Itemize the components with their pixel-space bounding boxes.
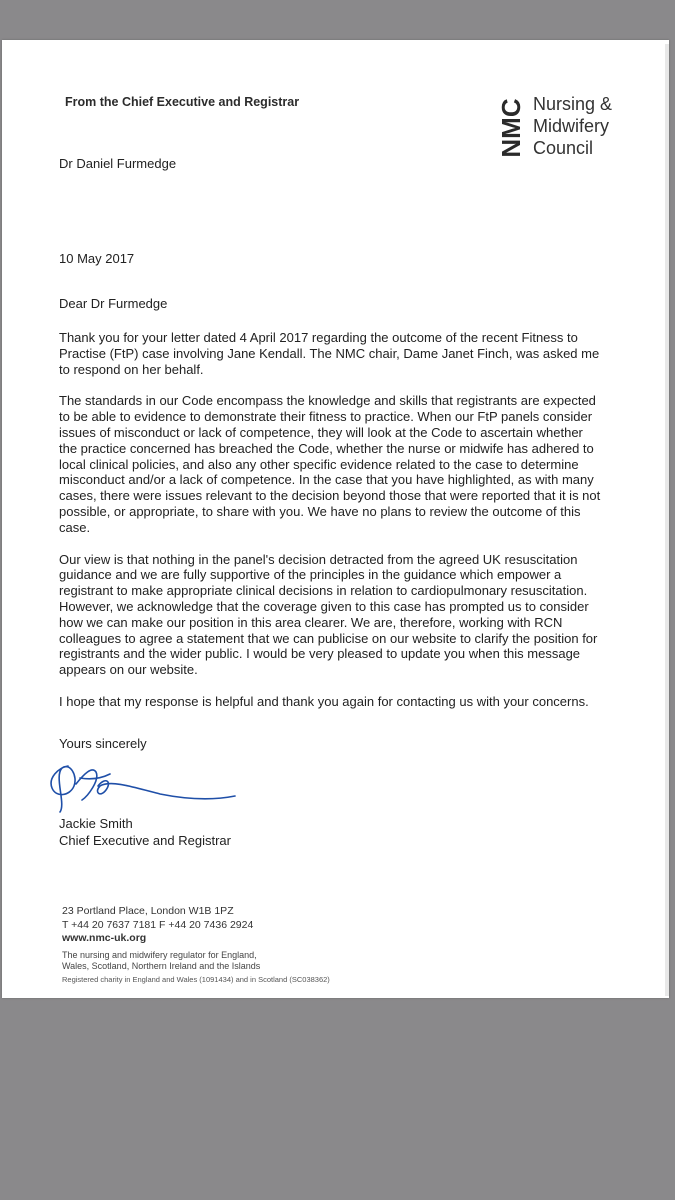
redacted-address — [30, 176, 260, 226]
closing: Yours sincerely — [59, 736, 147, 751]
body-paragraph: The standards in our Code encompass the knowledge and skills that registrants are expected to be able to evidence to demonstrate their fitness to practice. When our FtP panels consider issues of misconduct or lack of competence, they will look at the Code to ascertain whether the practice concerned has breached the Code, whether the nurse or midwife has adhered to local clinical policies, and also any other specific evidence related to the case to determine misconduct and/or a lack of competence. In the case that you have highlighted, as with many cases, there were issues relevant to the decision beyond those that were reported that it is not possible, or appropriate, to share with you. We have no plans to review the outcome of this case. — [59, 393, 601, 535]
from-line: From the Chief Executive and Registrar — [65, 95, 300, 109]
logo-line: Midwifery — [533, 116, 610, 136]
letter-footer — [62, 905, 330, 985]
body-paragraph: Our view is that nothing in the panel's decision detracted from the agreed UK resuscitation guidance and we are fully supportive of the principles in the guidance which empower a registrant to make appropriate clinical decisions in relation to cardiopulmonary resuscitation. However, we acknowledge that the coverage given to this case has prompted us to consider how we can make our position in this area clearer. We are, therefore, working with RCN colleagues to agree a statement that we can publicise on our website to clarify the position for registrants and the wider public. I would be very pleased to update you when this message appears on our website. — [59, 551, 598, 678]
signer-name: Jackie Smith — [59, 816, 133, 831]
page-edge — [665, 44, 669, 996]
signer-title: Chief Executive and Registrar — [59, 833, 231, 848]
letter-body — [59, 330, 601, 726]
footer-tagline: Wales, Scotland, Northern Ireland and the Islands — [62, 960, 261, 971]
logo-line: Council — [533, 138, 594, 158]
nmc-logo — [496, 93, 646, 165]
footer-tagline: The nursing and midwifery regulator for England, — [62, 949, 257, 960]
letter-date: 10 May 2017 — [59, 251, 135, 266]
body-paragraph: I hope that my response is helpful and thank you again for contacting us with your concerns. — [59, 693, 589, 709]
footer-address: 23 Portland Place, London W1B 1PZ — [62, 905, 234, 917]
logo-line: Nursing & — [533, 94, 613, 114]
footer-website: www.nmc-uk.org — [62, 932, 147, 944]
recipient-name: Dr Daniel Furmedge — [59, 156, 177, 171]
footer-phone: T +44 20 7637 7181 F +44 20 7436 2924 — [62, 918, 254, 931]
logo-wordmark — [533, 93, 612, 159]
body-paragraph: Thank you for your letter dated 4 April 2017 regarding the outcome of the recent Fitness to Practise (FtP) case involving Jane Kendall. The NMC chair, Dame Janet Finch, was asked me to respond on her behalf. — [59, 330, 600, 377]
signature-image — [40, 756, 240, 816]
salutation: Dear Dr Furmedge — [59, 296, 168, 311]
footer-charity: Registered charity in England and Wales (1091434) and in Scotland (SC038362) — [62, 974, 330, 984]
signer-block — [59, 815, 231, 849]
nmc-logo-mark — [496, 93, 526, 163]
nmc-logo-mark-text: NMC — [496, 98, 526, 158]
